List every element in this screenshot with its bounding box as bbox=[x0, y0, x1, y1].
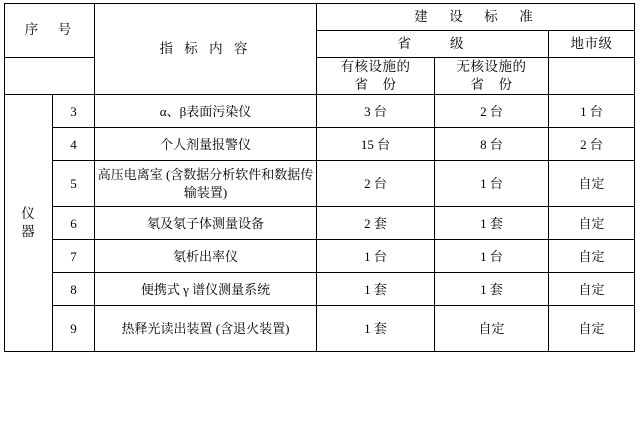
row-number: 7 bbox=[53, 240, 95, 273]
row-has-nuclear: 15 台 bbox=[317, 128, 435, 161]
row-no-nuclear: 2 台 bbox=[435, 95, 549, 128]
row-number: 8 bbox=[53, 273, 95, 306]
row-number: 5 bbox=[53, 161, 95, 207]
row-no-nuclear: 1 套 bbox=[435, 273, 549, 306]
header-seq-spacer bbox=[5, 58, 95, 95]
header-standard: 建 设 标 准 bbox=[317, 4, 635, 31]
row-city: 自定 bbox=[549, 273, 635, 306]
row-no-nuclear: 1 台 bbox=[435, 161, 549, 207]
table-row bbox=[5, 128, 635, 161]
row-name: 个人剂量报警仪 bbox=[95, 128, 317, 161]
header-has-nuclear-line2: 省 份 bbox=[354, 77, 397, 93]
header-content: 指 标 内 容 bbox=[95, 4, 317, 95]
row-has-nuclear: 1 套 bbox=[317, 306, 435, 352]
row-no-nuclear: 1 套 bbox=[435, 207, 549, 240]
row-city: 1 台 bbox=[549, 95, 635, 128]
row-no-nuclear: 自定 bbox=[435, 306, 549, 352]
header-province: 省 级 bbox=[317, 31, 549, 58]
header-has-nuclear-line1: 有核设施的 bbox=[340, 59, 411, 74]
row-name: 便携式 γ 谱仪测量系统 bbox=[95, 273, 317, 306]
row-no-nuclear: 8 台 bbox=[435, 128, 549, 161]
table-row bbox=[5, 161, 635, 207]
header-city: 地市级 bbox=[549, 31, 635, 58]
header-has-nuclear bbox=[317, 58, 435, 95]
group-label-instrument bbox=[5, 95, 53, 352]
row-has-nuclear: 1 台 bbox=[317, 240, 435, 273]
row-has-nuclear: 2 台 bbox=[317, 161, 435, 207]
header-no-nuclear-line1: 无核设施的 bbox=[456, 59, 527, 74]
row-name: α、β表面污染仪 bbox=[95, 95, 317, 128]
row-number: 4 bbox=[53, 128, 95, 161]
table-row bbox=[5, 240, 635, 273]
group-label-line2: 器 bbox=[21, 224, 36, 240]
header-no-nuclear-line2: 省 份 bbox=[470, 77, 513, 93]
table-row bbox=[5, 207, 635, 240]
group-label-line1: 仪 bbox=[21, 206, 36, 222]
row-name: 高压电离室 (含数据分析软件和数据传输装置) bbox=[95, 161, 317, 207]
row-has-nuclear: 2 套 bbox=[317, 207, 435, 240]
table-header-row-1 bbox=[5, 4, 635, 31]
row-has-nuclear: 1 套 bbox=[317, 273, 435, 306]
table-row bbox=[5, 95, 635, 128]
row-has-nuclear: 3 台 bbox=[317, 95, 435, 128]
row-name: 氡及氡子体测量设备 bbox=[95, 207, 317, 240]
row-name: 热释光读出装置 (含退火装置) bbox=[95, 306, 317, 352]
row-city: 2 台 bbox=[549, 128, 635, 161]
row-number: 3 bbox=[53, 95, 95, 128]
row-name: 氡析出率仪 bbox=[95, 240, 317, 273]
row-city: 自定 bbox=[549, 161, 635, 207]
row-number: 9 bbox=[53, 306, 95, 352]
row-city: 自定 bbox=[549, 207, 635, 240]
row-city: 自定 bbox=[549, 240, 635, 273]
table-row bbox=[5, 306, 635, 352]
specification-table bbox=[4, 3, 635, 352]
table-row bbox=[5, 273, 635, 306]
header-city-spacer bbox=[549, 58, 635, 95]
row-no-nuclear: 1 台 bbox=[435, 240, 549, 273]
header-no-nuclear bbox=[435, 58, 549, 95]
row-number: 6 bbox=[53, 207, 95, 240]
header-seq: 序 号 bbox=[5, 4, 95, 58]
row-city: 自定 bbox=[549, 306, 635, 352]
